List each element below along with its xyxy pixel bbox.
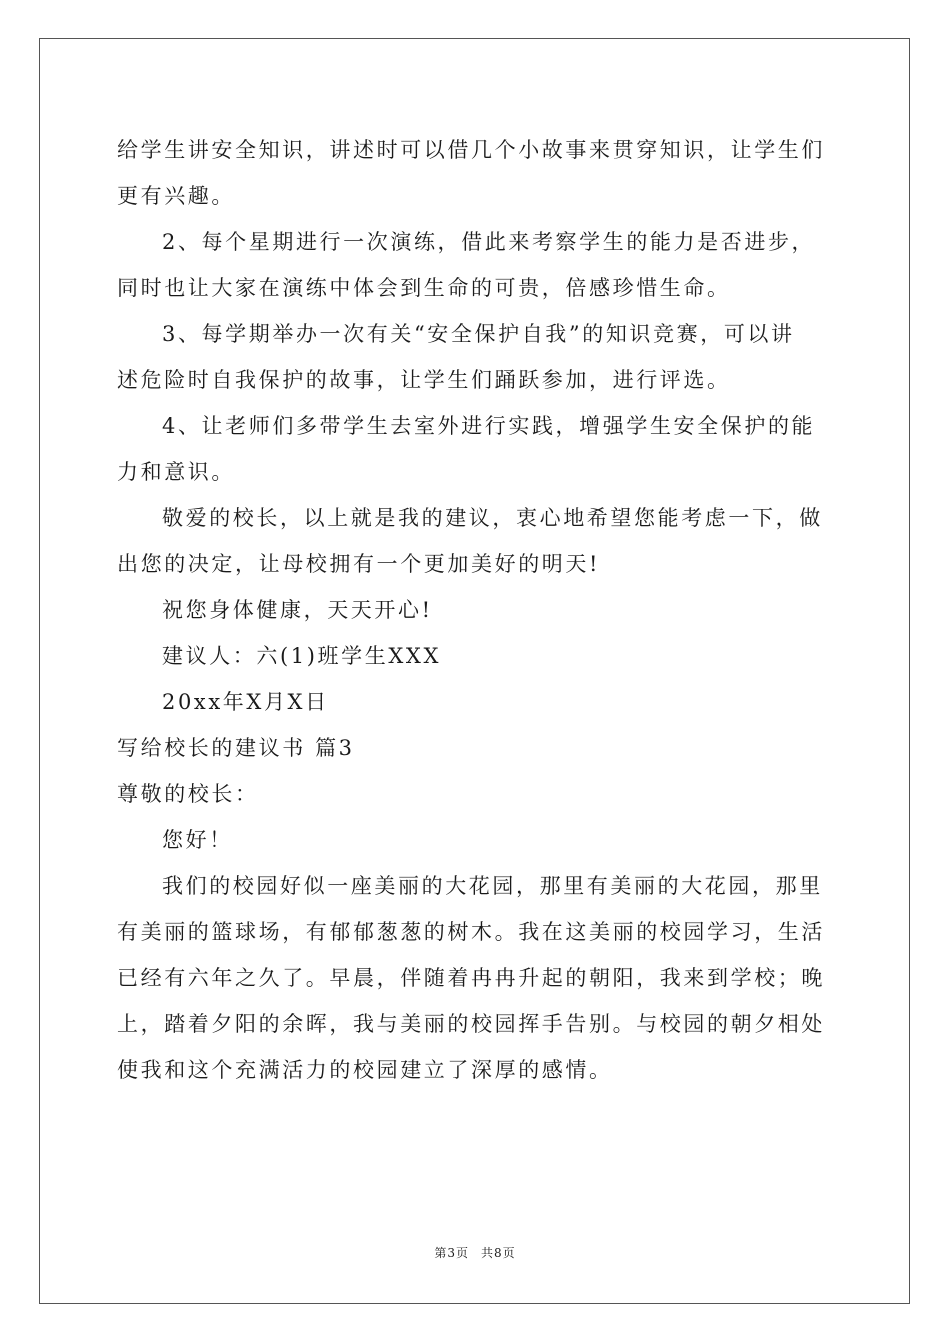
text-line-3: 2、每个星期进行一次演练，借此来考察学生的能力是否进步， (162, 230, 816, 254)
text-line-1: 给学生讲安全知识，讲述时可以借几个小故事来贯穿知识，让学生们 (117, 138, 825, 162)
greeting: 您好！ (162, 828, 233, 852)
text-line-7: 4、让老师们多带学生去室外进行实践，增强学生安全保护的能 (162, 414, 816, 438)
page-number: 第3页 (434, 1246, 469, 1260)
text-line-8: 力和意识。 (117, 460, 235, 484)
date-line: 20xx年X月X日 (162, 690, 329, 714)
text-line-20: 上，踏着夕阳的余晖，我与美丽的校园挥手告别。与校园的朝夕相处 (117, 1012, 825, 1036)
salutation: 尊敬的校长： (117, 782, 259, 806)
text-line-10: 出您的决定，让母校拥有一个更加美好的明天! (117, 552, 601, 576)
text-line-4: 同时也让大家在演练中体会到生命的可贵，倍感珍惜生命。 (117, 276, 731, 300)
text-line-5: 3、每学期举办一次有关“安全保护自我”的知识竞赛，可以讲 (162, 322, 795, 346)
text-line-21: 使我和这个充满活力的校园建立了深厚的感情。 (117, 1058, 613, 1082)
text-line-6: 述危险时自我保护的故事，让学生们踊跃参加，进行评选。 (117, 368, 731, 392)
section-heading: 写给校长的建议书 篇3 (117, 736, 355, 760)
text-line-2: 更有兴趣。 (117, 184, 235, 208)
page-footer (0, 1244, 950, 1261)
page-total: 共8页 (481, 1246, 516, 1260)
text-line-9: 敬爱的校长，以上就是我的建议，衷心地希望您能考虑一下，做 (162, 506, 823, 530)
text-line-19: 已经有六年之久了。早晨，伴随着冉冉升起的朝阳，我来到学校；晚 (117, 966, 825, 990)
closing-wish: 祝您身体健康，天天开心! (162, 598, 433, 622)
signature-line: 建议人：六(1)班学生XXX (162, 644, 441, 668)
text-line-17: 我们的校园好似一座美丽的大花园，那里有美丽的大花园，那里 (162, 874, 823, 898)
text-line-18: 有美丽的篮球场，有郁郁葱葱的树木。我在这美丽的校园学习，生活 (117, 920, 825, 944)
document-body (117, 127, 837, 1093)
